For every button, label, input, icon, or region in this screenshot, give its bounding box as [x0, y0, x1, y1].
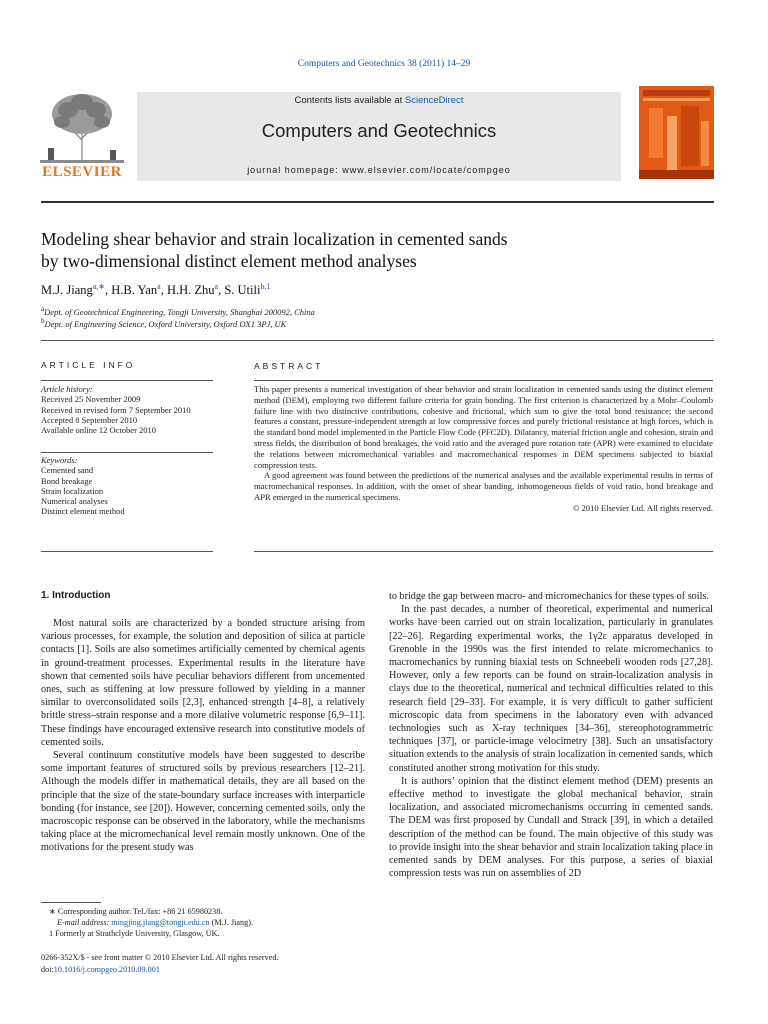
footnote-text: Formerly at Strathclyde University, Glasgow, UK.	[55, 929, 220, 938]
body-left-column	[41, 617, 365, 855]
abstract-rule	[254, 380, 713, 381]
issn-line: 0266-352X/$ - see front matter © 2010 Elsevier Ltd. All rights reserved.	[41, 953, 279, 962]
section-heading-introduction: 1. Introduction	[41, 590, 111, 601]
footnotes	[41, 906, 365, 939]
email-label: E-mail address:	[57, 918, 110, 927]
keywords-label: Keywords:	[41, 455, 78, 465]
keyword-item: Strain localization	[41, 485, 104, 496]
bottom-meta	[41, 952, 441, 975]
contents-prefix: Contents lists available at	[294, 95, 405, 106]
publisher-name: ELSEVIER	[42, 164, 122, 180]
keyword-item: Distinct element method	[41, 506, 125, 517]
affiliation-mark: a	[41, 305, 45, 313]
history-label: Article history:	[41, 384, 93, 394]
keyword-item: Bond breakage	[41, 475, 93, 486]
footnote-corresponding	[41, 906, 365, 917]
keywords-block	[41, 455, 213, 517]
title-line-1: Modeling shear behavior and strain localization in cemented sands	[41, 229, 508, 249]
article-title	[41, 228, 731, 272]
author-affiliation-mark[interactable]: a	[157, 282, 161, 291]
elsevier-tree-icon	[40, 88, 124, 164]
elsevier-logo	[40, 88, 124, 180]
author-name: S. Utili	[224, 283, 261, 298]
keywords-rule	[41, 452, 213, 453]
author-name: H.B. Yan	[111, 283, 158, 298]
contents-line	[137, 95, 621, 106]
body-right-column	[389, 590, 713, 880]
abstract-copyright: © 2010 Elsevier Ltd. All rights reserved.	[572, 502, 713, 513]
email-link[interactable]: mingjing.jiang@tongji.edu.cn	[111, 918, 210, 927]
author-affiliation-mark[interactable]: a,∗	[92, 282, 106, 291]
affiliation-a	[41, 305, 315, 317]
body-paragraph: Most natural soils are characterized by a bonded structure arising from various processes, for example, the solution and deposition of silica at particle contacts [1]. Soils are also sometimes artificially cemented by chemical agents in ground-treatment processes. Experimental results in the literature have shown that cemented soils have peculiar behaviors different from uncemented ones, such as stiffening at low pressure followed by yielding in a manner similar to overconsolidated soils [2,3], enhanced strength [4–8], a relatively brittle stress–strain response and a more dilative volumetric response [6,9–11]. These findings have encouraged extensive research into constitutive models of cemented soils.	[41, 618, 365, 748]
keyword-item: Cemented sand	[41, 465, 94, 476]
journal-title: Computers and Geotechnics	[261, 120, 497, 141]
author-affiliation-mark[interactable]: a	[214, 282, 219, 291]
affiliation-rule	[41, 340, 714, 341]
history-item: Received 25 November 2009	[41, 394, 141, 405]
title-line-2: by two-dimensional distinct element method analyses	[41, 251, 417, 271]
body-paragraph: In the past decades, a number of theoretical, experimental and numerical works have been carried out on strain localization, particularly in granulates [22–26]. Regarding experimental works, the 1γ2ε apparatus developed in Grenoble in the 1990s was the first intended to relate micromechanics to macromechanics by running biaxial tests on Schneebeli wooden rods [27,28]. However, only a few reports can be found on strain-localization analysis in clays due to the theoretical, numerical and technical difficulties related to this research field [29–33]. For example, it is very difficult to gather sufficient microscopic data from specimens in the laboratory even with advanced technologies such as X-ray techniques [34–36], stereophotogrammetric techniques [37], or particle-image velocimetry [38]. Such an unsatisfactory situation extends to the analysis of strain localization in cemented sands, which constituted another strong motivation for this study.	[389, 604, 713, 774]
article-info-block	[41, 384, 213, 435]
affiliation-b	[41, 317, 286, 329]
abstract-body	[254, 384, 713, 514]
footnote-mark: 1	[49, 929, 54, 938]
history-item: Accepted 8 September 2010	[41, 414, 138, 425]
abstract-paragraph: This paper presents a numerical investigation of shear behavior and strain localization in cemented sands using the distinct element method (DEM), employing two different failure criteria for grain bonding. The first criterion is characterized by a Mohr–Coulomb failure line with two distinctive contributions, cohesive and frictional, which sum to give the total bond resistance; the second features a constant, pressure-independent strength at low compressive forces and purely frictional resistance at high forces, which is the standard bond model implemented in the Particle Flow Code (PFC2D). Dilatancy, material friction angle and cohesion, strain and stress fields, the distribution of bond breakages, the void ratio and the averaged pure rotation rate (APR) were examined to elucidate the relations between micromechanical variables and macromechanical responses in DEM specimens subjected to biaxial compression tests.	[254, 384, 713, 470]
author-list: M.J. Jiang$^{a,∗}$, H.B. Yan$^a$, H.H. Zhu$^a$, S. Utili$^{b,1}$	[41, 282, 271, 298]
footnote-former	[41, 928, 365, 939]
affiliation-text: Dept. of Engineering Science, Oxford University, Oxford OX1 3PJ, UK	[44, 318, 287, 329]
doi-label: doi:	[41, 964, 54, 974]
sciencedirect-link[interactable]: ScienceDirect	[404, 95, 464, 106]
author-affiliation-mark[interactable]: b,1	[260, 282, 271, 291]
doi-link[interactable]: 10.1016/j.compgeo.2010.09.001	[53, 964, 160, 974]
footnote-rule	[41, 902, 101, 903]
body-paragraph: Several continuum constitutive models have been suggested to describe some important features of structured soils by previous researchers [12–21]. Although the models differ in mathematical details, they are all based on the principle that the size of the state-boundary surface increases with interparticle bonding (for instance, see [20]). However, concerning cemented soils, only the macroscopic response can be observed in the laboratory, while the mechanisms taking place at the micromechanical level remain mostly unknown. One of the motivations for the present study was	[41, 750, 365, 854]
journal-reference[interactable]: Computers and Geotechnics 38 (2011) 14–29	[297, 59, 471, 69]
affiliation-mark: b	[41, 317, 45, 325]
abstract-heading: ABSTRACT	[254, 361, 324, 371]
journal-banner	[137, 92, 621, 181]
abstract-paragraph: A good agreement was found between the predictions of the numerical analyses and the available experimental results in terms of macromechanical responses. In addition, with the onset of shear banding, inhomogeneous fields of void ratio, bond breakage and APR emerged in the numerical specimens.	[254, 470, 713, 502]
history-item: Received in revised form 7 September 2010	[41, 404, 191, 415]
footnote-mark: ∗	[49, 907, 56, 916]
abstract-bottom-rule	[254, 551, 713, 552]
journal-cover-thumbnail	[639, 86, 714, 179]
article-info-rule	[41, 380, 213, 381]
journal-homepage[interactable]: journal homepage: www.elsevier.com/locate/compgeo	[247, 165, 511, 175]
email-suffix: (M.J. Jiang).	[211, 918, 253, 927]
doi-line	[41, 964, 441, 976]
affiliation-text: Dept. of Geotechnical Engineering, Tongji University, Shanghai 200092, China	[44, 306, 315, 317]
info-bottom-rule	[41, 551, 213, 552]
footnote-text: Corresponding author. Tel./fax: +86 21 65980238.	[57, 907, 223, 916]
cover-image-icon	[639, 86, 714, 179]
body-paragraph: It is authors’ opinion that the distinct element method (DEM) presents an effective method to investigate the global mechanical behavior, strain localization, and associated micromechanisms occurring in cemented sands. The DEM was first proposed by Cundall and Strack [39], in which a detailed description of the method can be found. The main objective of this study was to provide insight into the shear behavior and strain localization taking place in cemented sands by DEM analyses. For this purpose, a series of biaxial compression tests was run on assemblies of 2D	[389, 775, 713, 880]
author-name: H.H. Zhu	[166, 283, 215, 298]
header-rule	[41, 201, 714, 203]
article-info-heading: ARTICLE INFO	[41, 360, 136, 370]
footnote-email	[41, 917, 365, 928]
author-name: M.J. Jiang	[41, 283, 93, 298]
body-paragraph: to bridge the gap between macro- and micromechanics for these types of soils.	[389, 591, 709, 602]
history-item: Available online 12 October 2010	[41, 425, 157, 436]
keyword-item: Numerical analyses	[41, 496, 108, 507]
